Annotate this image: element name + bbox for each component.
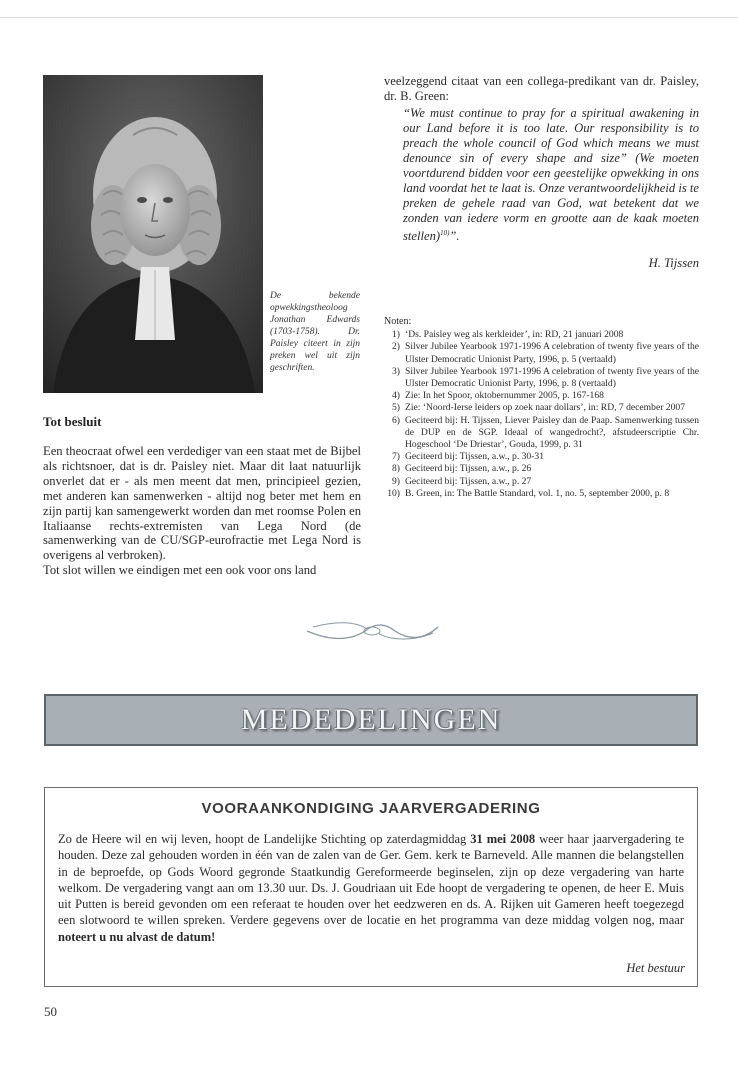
top-rule	[0, 17, 738, 18]
announcement-text-1: Zo de Heere wil en wij leven, hoopt de Landelijke Stichting op zaterdagmiddag	[58, 832, 471, 846]
body-paragraph-last: Tot slot willen we eindigen met een ook voor ons land	[43, 563, 317, 578]
footnote-number: 5)	[392, 402, 400, 414]
announcement-title: VOORAANKONDIGING JAARVERGADERING	[201, 800, 541, 817]
footnote-number: 1)	[392, 329, 400, 341]
footnote-number: 4)	[392, 390, 400, 402]
footnote-text: ‘Ds. Paisley weg als kerkleider’, in: RD, 21 januari 2008	[405, 329, 624, 341]
page-number: 50	[44, 1004, 57, 1019]
quote-english: “We must continue to pray for a spiritual awakening in our Land before it is too late. Our responsibility is to preach the whole council of God which means we must denounce sin of every shape and size”	[403, 105, 699, 165]
footnote-item	[384, 366, 699, 390]
footnote-text: Zie: ‘Noord-Ierse leiders op zoek naar dollars’, in: RD, 7 december 2007	[405, 402, 685, 414]
banner-title: MEDEDELINGEN	[240, 703, 502, 736]
block-quote	[403, 106, 699, 244]
footnote-text: Geciteerd bij: Tijssen, a.w., p. 27	[405, 475, 532, 487]
footnote-text: B. Green, in: The Battle Standard, vol. 1, no. 5, september 2000, p. 8	[405, 487, 670, 499]
portrait-image	[43, 75, 263, 393]
right-column	[384, 74, 699, 271]
section-heading: Tot besluit	[43, 414, 102, 429]
author-signature: H. Tijssen	[648, 256, 699, 270]
footnote-item	[384, 463, 699, 475]
left-column-body	[43, 444, 361, 578]
footnote-text: Geciteerd bij: H. Tijssen, Liever Paisley dan de Paap. Samenwerking tussen de DUP en de SGP. Ideaal of wangedrocht?, afstudeerscriptie Chr. Hogeschool ‘De Driestar’, Gouda, 1999, p. 31	[405, 414, 699, 451]
footnote-text: Geciteerd bij: Tijssen, a.w., p. 30-31	[405, 451, 545, 463]
announcement-body	[58, 831, 684, 945]
footnote-item	[384, 402, 699, 414]
portrait-caption: De bekende opwekkingstheoloog Jonathan Edwards (1703-1758). Dr. Paisley citeert in zijn preken wel uit zijn geschriften.	[270, 291, 360, 373]
footnote-number: 8)	[392, 463, 400, 475]
section-banner	[44, 694, 698, 746]
announcement-text-2: weer haar jaarvergadering te houden. Deze zal gehouden worden in één van de zalen van de Ger. Gem. kerk te Barneveld. Alle mannen die belangstellen in de beproefde, op Gods Woord gegronde Staatkundig Gereformeerde beginselen, zijn op deze vergadering van harte welkom. De vergadering vangt aan om 13.30 uur. Ds. J. Goudriaan uit Ede hoopt de vergadering te openen, de heer E. Muis uit Putten is bereid gevonden om een referaat te houden over het eedzweren en ds. A. Rijken uit Gameren heeft toegezegd een slotwoord te willen spreken. Verdere gegevens over de locatie en het programma van deze middag volgen nog, maar	[58, 832, 684, 928]
quote-end: ”.	[449, 229, 460, 243]
quote-footnote-ref: 10)	[440, 228, 450, 237]
footnotes-list	[384, 329, 699, 500]
footnote-number: 2)	[392, 341, 400, 353]
footnote-text: Geciteerd bij: Tijssen, a.w., p. 26	[405, 463, 532, 475]
footnote-item	[384, 390, 699, 402]
footnote-text: Silver Jubilee Yearbook 1971-1996 A celebration of twenty five years of the Ulster Democratic Unionist Party, 1996, p. 5 (vertaald)	[405, 341, 699, 365]
quote-dutch: (We moeten voortdurend bidden voor een geestelijke opwekking in ons land voordat het te laat is. Onze verantwoordelijkheid is te preken de gehele raad van God, wat betekent dat we zonden van iedere vorm en grootte aan de kaak moeten stellen)	[403, 150, 699, 243]
footnote-item	[384, 451, 699, 463]
footnote-number: 6)	[392, 414, 400, 426]
footnote-item	[384, 476, 699, 488]
footnote-item	[384, 488, 699, 500]
footnote-item	[384, 415, 699, 452]
portrait-engraving	[43, 75, 263, 393]
footnotes	[384, 316, 699, 500]
quote-intro: veelzeggend citaat van een collega-predikant van dr. Paisley, dr. B. Green:	[384, 74, 699, 103]
footnote-number: 3)	[392, 365, 400, 377]
footnote-number: 7)	[392, 451, 400, 463]
body-paragraph: Een theocraat ofwel een verdediger van een staat met de Bijbel als richtsnoer, dat is dr. Paisley niet. Maar dit laat natuurlijk onverlet dat er - als men meent dat men, principieel gezien, met anderen kan samenwerken - altijd nog beter met hem en zijn partij kan samengewerkt worden dan met roomse Polen en Italiaanse rechts-extremisten van Lega Nord (de samenwerking van de CU/SGP-eurofractie met Lega Nord is overigens al verbroken).	[43, 444, 361, 563]
footnote-item	[384, 341, 699, 365]
announcement-signature: Het bestuur	[626, 961, 685, 975]
footnote-text: Zie: In het Spoor, oktobernummer 2005, p. 167-168	[405, 390, 604, 402]
footnote-item	[384, 329, 699, 341]
footnote-text: Silver Jubilee Yearbook 1971-1996 A celebration of twenty five years of the Ulster Democratic Unionist Party, 1996, p. 8 (vertaald)	[405, 365, 699, 390]
announcement-date: 31 mei 2008	[470, 832, 536, 846]
footnote-number: 9)	[392, 475, 400, 487]
ornament-divider	[305, 617, 440, 645]
footnote-number: 10)	[387, 487, 400, 499]
footnotes-title: Noten:	[384, 316, 412, 327]
announcement-emphasis: noteert u nu alvast de datum!	[58, 929, 216, 944]
announcement-box	[44, 787, 698, 987]
